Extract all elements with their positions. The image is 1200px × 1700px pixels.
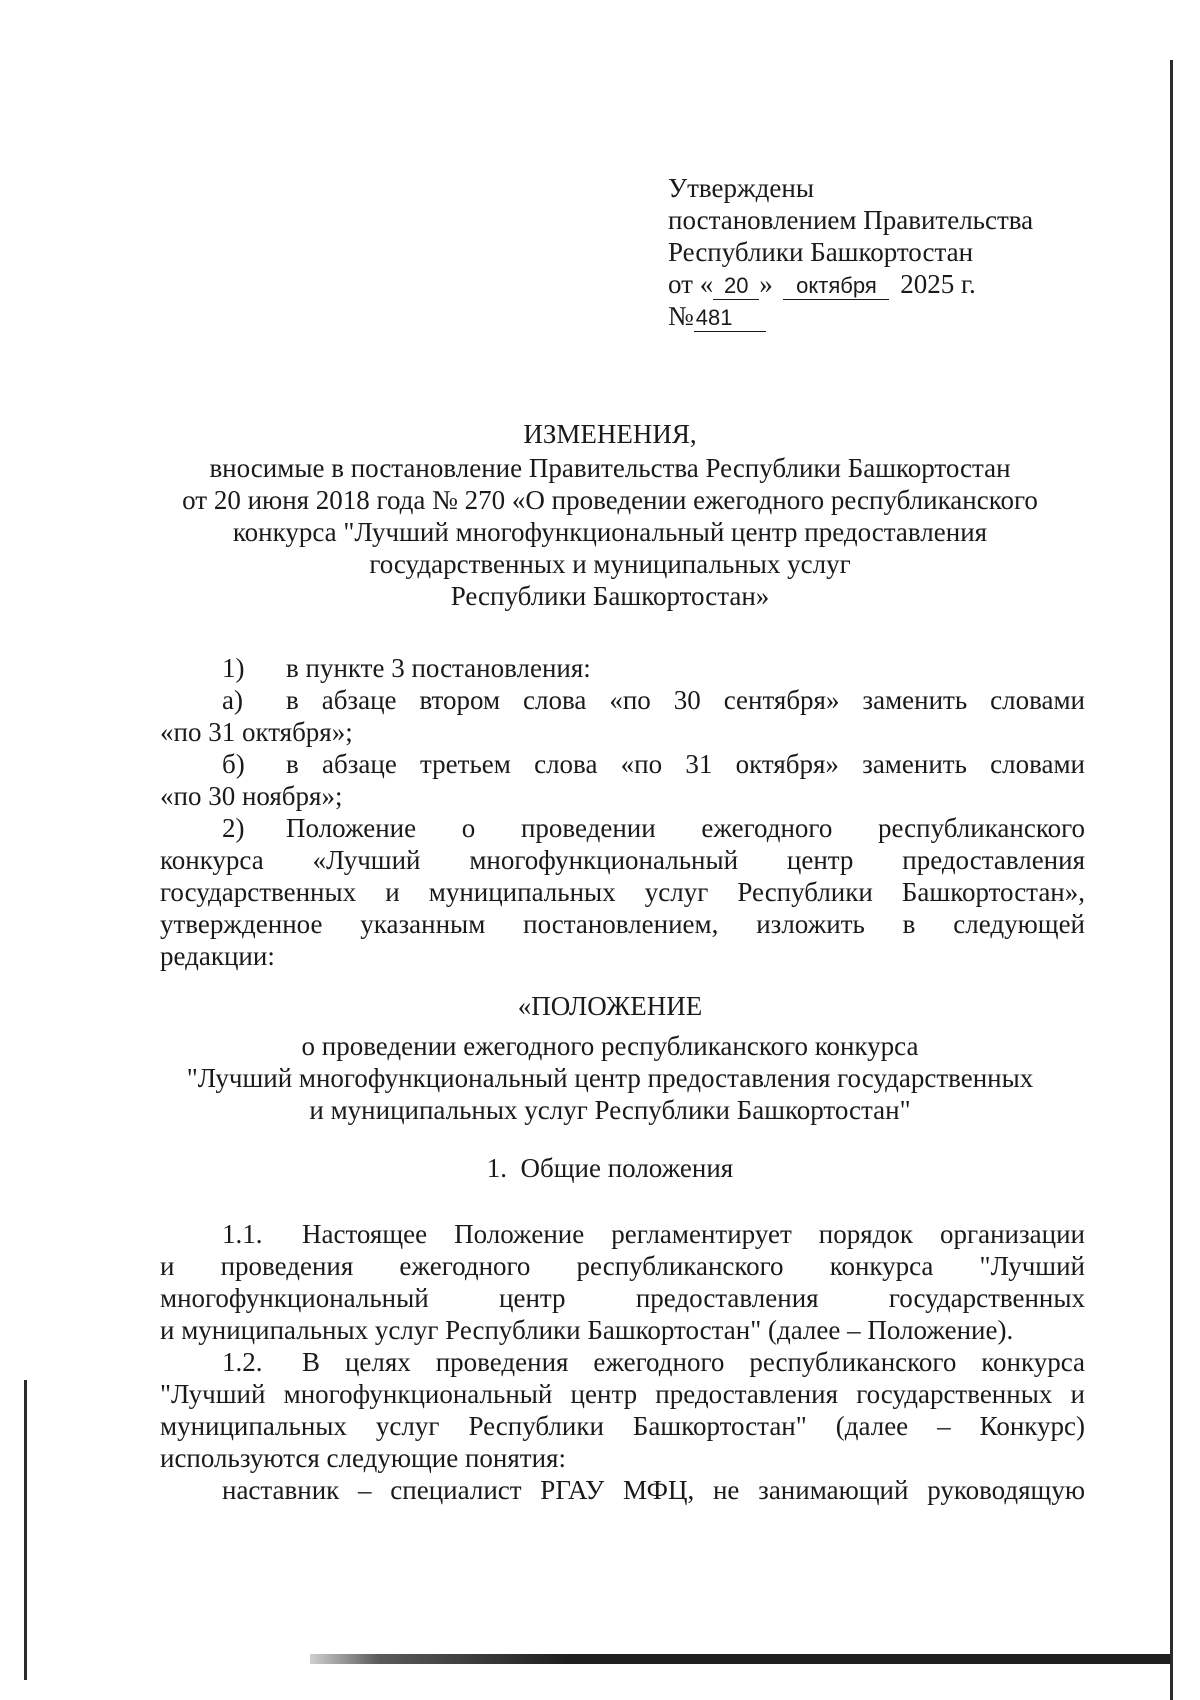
number-value: 481: [694, 305, 766, 332]
p11-line: и муниципальных услуг Республики Башкортостан" (далее – Положение).: [160, 1315, 1014, 1345]
regulation-title: [140, 990, 1080, 1126]
section-number: 1.: [486, 1153, 508, 1183]
item-a-cont: «по 31 октября»;: [160, 717, 353, 747]
section-heading-line: [140, 1152, 1080, 1184]
changes-line: от 20 июня 2018 года № 270 «О проведении ежегодного республиканского: [182, 485, 1038, 515]
section-heading: [140, 1152, 1080, 1184]
item-text: в пункте 3 постановления:: [286, 653, 591, 683]
date-year: 2025 г.: [900, 269, 976, 299]
item-a: [160, 684, 1085, 716]
item-text: Положение о проведении ежегодного республиканского: [286, 813, 1085, 843]
scan-edge-right: [1170, 60, 1173, 1700]
mentor-definition-line: наставник – специалист РГАУ МФЦ, не занимающий руководящую: [222, 1475, 1085, 1505]
regulation-line: "Лучший многофункциональный центр предоставления государственных: [186, 1063, 1034, 1093]
paragraph-number: 1.2.: [222, 1347, 263, 1377]
item-text: в абзаце третьем слова «по 31 октября» заменить словами: [286, 749, 1085, 779]
date-prefix: от «: [668, 269, 714, 299]
item-b: [160, 748, 1085, 780]
changes-line: государственных и муниципальных услуг: [369, 549, 851, 579]
approval-date: [668, 268, 1033, 300]
approval-block: [668, 172, 1033, 332]
item-number: а): [222, 685, 243, 715]
regulation-heading: «ПОЛОЖЕНИЕ: [517, 991, 703, 1021]
regulation-line: о проведении ежегодного республиканского конкурса: [301, 1031, 919, 1061]
item-2-line: утвержденное указанным постановлением, изложить в следующей: [160, 909, 1085, 939]
item-2: [160, 812, 1085, 844]
regulation-line: и муниципальных услуг Республики Башкортостан": [309, 1095, 911, 1125]
amendment-items: [160, 652, 1085, 972]
item-number: 1): [222, 653, 245, 683]
changes-line: вносимые в постановление Правительства Республики Башкортостан: [209, 453, 1011, 483]
scan-edge-bottom: [310, 1654, 1170, 1664]
date-month: октября: [783, 273, 889, 300]
p11-line: многофункциональный центр предоставления государственных: [160, 1283, 1085, 1313]
item-1: [160, 652, 1085, 684]
item-2-line: редакции:: [160, 941, 275, 971]
approval-line-1: Утверждены: [668, 173, 814, 203]
changes-line: Республики Башкортостан»: [450, 581, 770, 611]
item-number: б): [222, 749, 245, 779]
paragraph-text: В целях проведения ежегодного республиканского конкурса: [302, 1347, 1085, 1377]
changes-title: [140, 418, 1080, 612]
number-prefix: №: [668, 301, 694, 331]
p11-line: [160, 1218, 1085, 1250]
approval-line-2: постановлением Правительства: [668, 205, 1034, 235]
paragraph-text: Настоящее Положение регламентирует порядок организации: [302, 1219, 1085, 1249]
item-b-cont: «по 30 ноября»;: [160, 781, 343, 811]
paragraph-1-2: [160, 1346, 1085, 1506]
scan-edge-left: [24, 1380, 27, 1680]
item-2-line: государственных и муниципальных услуг Республики Башкортостан»,: [160, 877, 1085, 907]
changes-heading: ИЗМЕНЕНИЯ,: [523, 419, 697, 449]
p12-line: [160, 1346, 1085, 1378]
changes-line: конкурса "Лучший многофункциональный центр предоставления: [232, 517, 988, 547]
item-text: в абзаце втором слова «по 30 сентября» заменить словами: [286, 685, 1085, 715]
p11-line: и проведения ежегодного республиканского конкурса "Лучший: [160, 1251, 1085, 1281]
item-number: 2): [222, 813, 245, 843]
date-day: 20: [713, 273, 759, 300]
paragraph-1-1: [160, 1218, 1085, 1346]
p12-line: муниципальных услуг Республики Башкортостан" (далее – Конкурс): [160, 1411, 1085, 1441]
approval-line-3: Республики Башкортостан: [668, 237, 974, 267]
date-mid: »: [759, 269, 773, 299]
section-title: Общие положения: [520, 1153, 734, 1183]
p12-line: "Лучший многофункциональный центр предоставления государственных и: [160, 1379, 1085, 1409]
paragraph-number: 1.1.: [222, 1219, 263, 1249]
approval-number: [668, 300, 1033, 332]
p12-line: используются следующие понятия:: [160, 1443, 566, 1473]
item-2-line: конкурса «Лучший многофункциональный центр предоставления: [160, 845, 1085, 875]
